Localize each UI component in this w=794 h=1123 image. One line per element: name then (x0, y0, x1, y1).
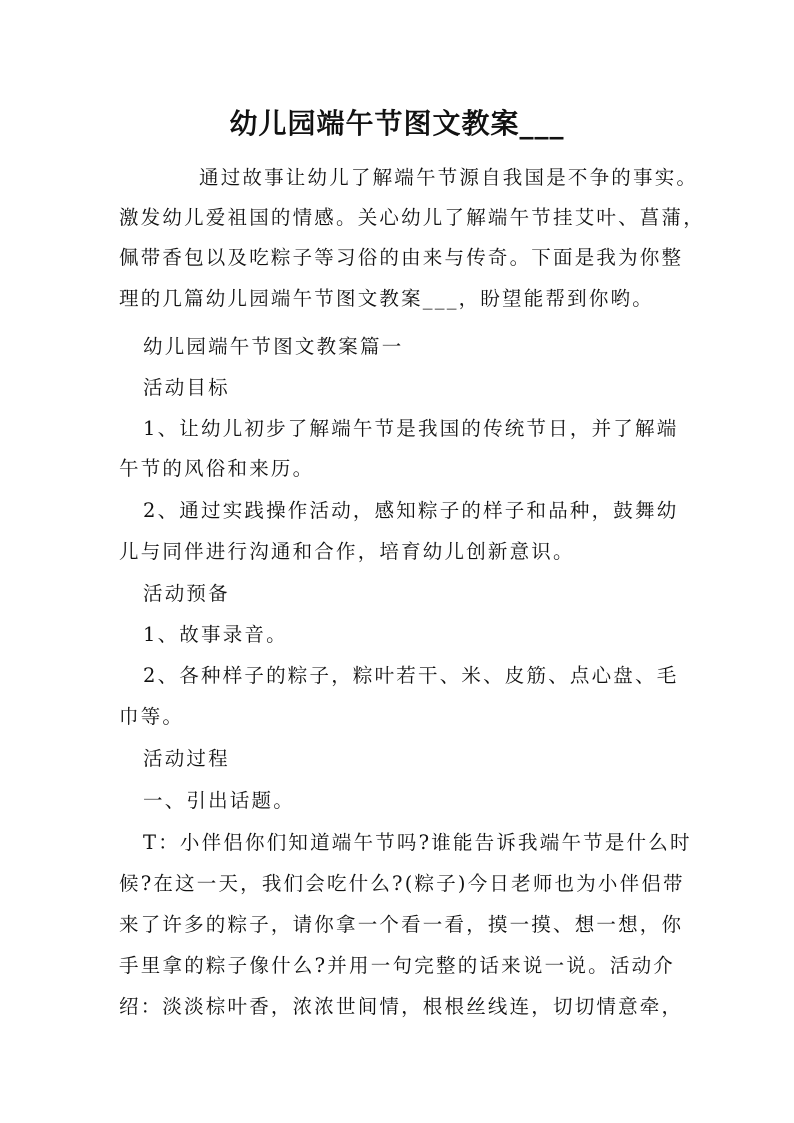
paragraph-line: 绍：淡淡棕叶香，浓浓世间情，根根丝线连，切切情意牵， (119, 995, 684, 1018)
list-item: 儿与同伴进行沟通和合作，培育幼儿创新意识。 (119, 540, 575, 563)
document-title: 幼儿园端午节图文教案___ (229, 107, 565, 140)
section-heading: 活动目标 (143, 376, 230, 399)
paragraph-line: 通过故事让幼儿了解端午节源自我国是不争的事实。 (199, 166, 699, 189)
list-item: 1、让幼儿初步了解端午节是我国的传统节日，并了解端 (143, 417, 679, 440)
paragraph-line: T：小伴侣你们知道端午节吗?谁能告诉我端午节是什么时 (143, 831, 692, 854)
list-item: 2、通过实践操作活动，感知粽子的样子和品种，鼓舞幼 (143, 499, 679, 522)
paragraph-line: 佩带香包以及吃粽子等习俗的由来与传奇。下面是我为你整 (119, 246, 684, 269)
list-item: 午节的风俗和来历。 (119, 457, 315, 480)
section-heading: 一、引出话题。 (143, 789, 295, 812)
paragraph-line: 理的几篇幼儿园端午节图文教案___，盼望能帮到你哟。 (119, 287, 654, 310)
paragraph-line: 激发幼儿爱祖国的情感。关心幼儿了解端午节挂艾叶、菖蒲， (119, 206, 705, 229)
paragraph-line: 来了许多的粽子，请你拿一个看一看，摸一摸、想一想，你 (119, 913, 684, 936)
section-heading: 活动过程 (143, 747, 230, 770)
list-item: 1、故事录音。 (143, 623, 288, 646)
list-item: 巾等。 (119, 705, 185, 728)
list-item: 2、各种样子的粽子，粽叶若干、米、皮筋、点心盘、毛 (143, 664, 679, 687)
section-heading: 活动预备 (143, 582, 230, 605)
paragraph-line: 手里拿的粽子像什么?并用一句完整的话来说一说。活动介 (119, 954, 675, 977)
paragraph-line: 候?在这一天，我们会吃什么?(粽子)今日老师也为小伴侣带 (119, 872, 685, 895)
section-heading: 幼儿园端午节图文教案篇一 (143, 335, 404, 358)
